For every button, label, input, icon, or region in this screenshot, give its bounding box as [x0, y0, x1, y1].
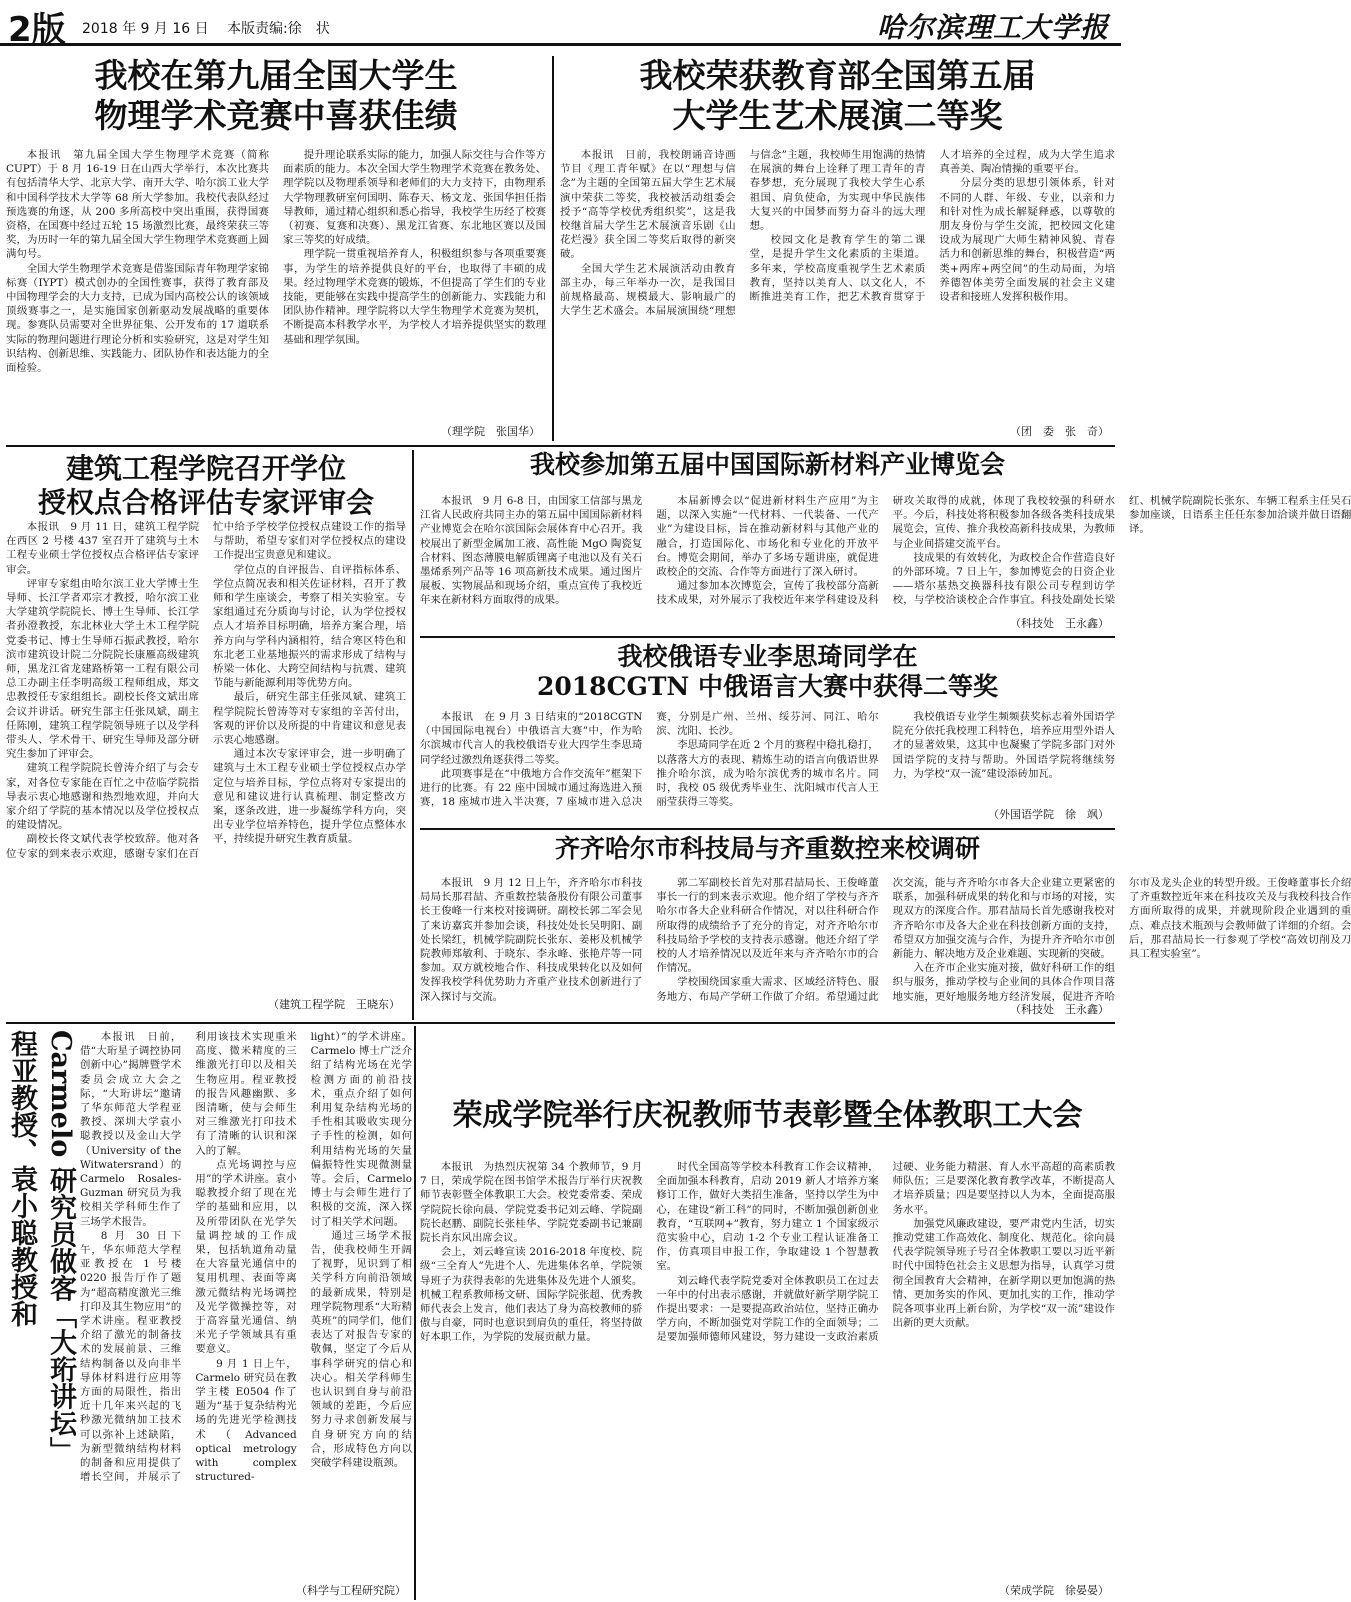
paragraph: 我校俄语专业学生频频获奖标志着外国语学院充分依托我校理工科特色，培养应用型外语人才的显著效果，这其中也凝聚了学院多部门对外国语学院的支持与帮助。外国语学院将继续努力，为学校“双一流”建设添砖加瓦。 — [892, 711, 1115, 780]
arts-title-line-2: 大学生艺术展演二等奖 — [672, 95, 1003, 135]
carmelo-title-line-1: Carmelo 研究员做客「大珩讲坛」 — [45, 1030, 76, 1464]
paragraph: 时代全国高等学校本科教育工作会议精神，全面加强本科教育，启动 2019 新人才培养方案修订工作，做好大类招生准备，坚持以学生为中心，在建设“新工科”的同时，不断加强创新创业教育，“互联网+”教育，努力建立 1 个国家级示范实验中心，启动 1-2 个专业工程认证准备工作，仿真项目申报工作，争取建设 1 个智慧教室。 — [656, 1161, 879, 1273]
arch-byline-box — [6, 998, 406, 1014]
paragraph: 技成果的有效转化，为政校企合作营造良好的外部环境。7 日上午，参加博览会的日资企业——塔尔基热交换器科技有限公司专程到访学校，与学校洽谈校企合作事宜。科技处副处长梁红、机械学院副院长张东、车辆工程系主任吴石参加座谈，日语系主任任东参加洽谈并做日语翻译。 — [892, 495, 1351, 607]
section-divider — [6, 1022, 1115, 1024]
paragraph: 本报讯 在 9 月 3 日结束的“2018CGTN（中国国际电视台）中俄语言大赛”中，作为哈尔滨城市代言人的我校俄语专业大四学生李思琦同学经过激烈角逐获得二等奖。 — [420, 711, 643, 766]
paragraph: 本报讯 9 月 11 日，建筑工程学院在西区 2 号楼 437 室召开了建筑与土木工程专业硕士学位授权点合格评估专家评审会。 — [6, 521, 199, 576]
paragraph: 加强党风廉政建设，要严肃党内生活，切实推动党建工作高效化、制度化、规范化。徐向晨代表学院领导班子号召全体教职工要以习近平新时代中国特色社会主义思想为指导，认真学习贯彻全国教育大会精神，在新学期以更加饱满的热情、更加务实的作风、更加扎实的工作，推动学院各项事业再上新台阶，为学校“双一流”建设作出新的更大贡献。 — [892, 1217, 1115, 1330]
arch-title-line-2: 授权点合格评估专家评审会 — [37, 485, 374, 519]
qiqihar-title: 齐齐哈尔市科技局与齐重数控来校调研 — [554, 834, 980, 863]
expo-byline: （科技处 王永鑫） — [1010, 617, 1109, 630]
page-number: 2版 — [8, 10, 66, 50]
paragraph: 评审专家组由哈尔滨工业大学博士生导师、长江学者邓宗才教授，哈尔滨工业大学建筑学院院长、博士生导师、长江学者孙澄教授，东北林业大学土木工程学院党委书记、博士生导师石振武教授，哈尔滨市建筑设计院二分院院长康雁高级建筑师，黑龙江省龙建路桥第一工程有限公司总工办副主任李明高级工程师组成，郑文忠教授任专家组组长。副校长佟文斌出席会议并讲话。研究生部主任张凤斌，副主任陈刚，建筑工程学院领导班子以及学科带头人、学术骨干、研究生导师及部分研究生参加了评审会。 — [6, 577, 199, 761]
physics-title-line-1: 我校在第九届全国大学生 — [94, 56, 458, 95]
qiqihar-byline: （科技处 王永鑫） — [1010, 1003, 1109, 1016]
carmelo-article — [80, 1030, 412, 1585]
rongcheng-article — [420, 1160, 1115, 1584]
rongcheng-title: 荣成学院举行庆祝教师节表彰暨全体教职工大会 — [452, 1098, 1083, 1133]
paragraph: 本报讯 9 月 6-8 日，由国家工信部与黑龙江省人民政府共同主办的第五届中国国际新材料产业博览会在哈尔滨国际会展体育中心召开。我校展出了新型金属加工液、高性能 MgO 陶瓷复合材料、图态薄膜电解质锂离子电池以及有关石墨烯系列产品等 16 项高新技术成果。通过图片展板、实物展品和现场介绍，重点宣传了我校近年来在新材料方面取得的成果。 — [420, 495, 643, 607]
paragraph: 副校长佟文斌代表学校致辞。他对各位专家的到来表示欢迎，感谢专家们在百忙中给予学校学位授权点建设工作的指导与帮助，希望专家们对学位授权点的建设工作提出宝贵意见和建议。 — [6, 521, 406, 860]
paragraph: 学校围绕国家重大需求、区域经济特色、服务地方、布局产学研工作做了介绍。希望通过此次交流，能与齐齐哈尔市各大企业建立更紧密的联系，加强科研成果的转化和与市场的对接，实现双方的深度合作。那君喆局长首先感谢我校对齐齐哈尔市及各大企业在科技创新方面的支持，希望双方加强交流与合作，为提升齐齐哈尔市创新能力、解决地方及企业难题、实现新的突破。 — [656, 877, 1115, 1003]
physics-byline: （理学院 张国华） — [441, 425, 540, 438]
expo-headline — [420, 450, 1115, 486]
paragraph: 校园文化是教育学生的第二课堂，是提升学生文化素质的主渠道。多年来，学校高度重视学生艺术素质教育，坚持以美育人、以文化人，不断推进美育工作，把艺术教育贯穿于人才培养的全过程，成为大学生追求真善美、陶冶情操的重要平台。 — [749, 149, 1115, 304]
arch-title-line-1: 建筑工程学院召开学位 — [65, 452, 346, 485]
paragraph: 通过三场学术报告，使我校师生开阔了视野，见识到了相关学科方向前沿领域的最新成果，特别是理学院物理系“大珩精英班”的同学们，他们表达了对报告专家的敬佩，坚定了今后从事科学研究的信心和决心。相关学科师生也认识到自身与前沿领域的差距，今后应努力寻求创新发展与自身研究方向的结合，形成特色方向以突破学科建设瓶颈。 — [310, 1229, 412, 1470]
physics-byline-box — [6, 425, 546, 441]
expo-byline-box — [420, 617, 1115, 633]
paragraph: 提升理论联系实际的能力，加强人际交往与合作等方面素质的能力。本次全国大学生物理学术竞赛在教务处、理学院以及物理系领导和老师们的大力支持下，由物理系大学物理教研室何国明、陈春天、杨文龙、张国华担任指导教师，通过精心组织和悉心指导，我校学生历经了校赛（初赛、复赛和决赛）、黑龙江省赛、东北地区赛以及国家三等奖的好成绩。 — [283, 149, 546, 247]
paragraph: 李思琦同学在近 2 个月的赛程中稳扎稳打，以落落大方的表现、精炼生动的语言向俄语世界推介哈尔滨，成为哈尔滨优秀的城市名片。同时，我校 05 级优秀毕业生、沈阳城市代言人王丽莹获得三等奖。 — [656, 739, 879, 809]
arch-byline: （建筑工程学院 王晓东） — [268, 998, 400, 1011]
paragraph: 本报讯 为热烈庆祝第 34 个教师节，9 月 7 日，荣成学院在图书馆学术报告厅举行庆祝教师节表彰暨全体教职工大会。校党委常委、荣成学院院长徐向晨、学院党委书记刘云峰、学院副院长赵鹏、副院长张桂华、学院党委副书记兼副院长肖东风出席会议。 — [420, 1161, 643, 1245]
physics-headline — [6, 56, 546, 136]
paragraph: 此项赛事是在“中俄地方合作交流年”框架下进行的比赛。有 22 座中国城市通过海选进入预赛，18 座城市进入半决赛，7 座城市进入总决赛，分别是广州、兰州、绥芬河、同江、哈尔滨、沈阳、长沙。 — [420, 711, 879, 809]
carmelo-headline — [6, 1030, 76, 1480]
issue-date: 2018 年 9 月 16 日 — [82, 21, 209, 37]
column-divider — [552, 56, 554, 441]
russian-byline-box — [420, 808, 1115, 824]
paragraph: 本报讯 第九届全国大学生物理学术竞赛（简称CUPT）于 8 月 16-19 日在山西大学举行，本次比赛共有包括清华大学、北京大学、南开大学、哈尔滨工业大学和中国科学技术大学等 68 所大学参加。我校代表队经过预选赛的角逐，从 200 多所高校中突出重围，获得国赛资格，在国赛中经过五轮 15 场激烈比赛，最终荣获三等奖，为历时一年的第九届全国大学生物理学术竞赛画上圆满句号。 — [6, 149, 269, 261]
expo-title: 我校参加第五届中国国际新材料产业博览会 — [529, 450, 1005, 479]
arts-byline-box — [560, 425, 1115, 441]
paragraph: 会上，刘云峰宣读 2016-2018 年度校、院级“三全育人”先进个人、先进集体名单，学院领导班子为获得表彰的先进集体及先进个人颁奖。机械工程系教师杨文研、国际学院张超、优秀教师代表会上发言，他们表达了身为高校教师的骄傲与自豪，同时也意识到肩负的重任，将坚持做好本职工作，为学院的发展贡献力量。 — [420, 1246, 643, 1344]
paragraph: 本报讯 日前，我校朗诵音诗画节目《理工青年赋》在以“理想与信念”为主题的全国第五届大学生艺术展演中荣获二等奖，我校被活动组委会授予“高等学校优秀组织奖”，这是我校继首届大学生艺术展演音乐剧《山花烂漫》获全国二等奖后取得的新突破。 — [560, 149, 736, 261]
paragraph: 分层分类的思想引领体系，针对不同的人群、年级、专业，以亲和力和针对性为成长解疑释惑，以尊敬的朋友身份与学生交流，把校园文化建设成为展现广大师生精神风貌、青春活力和创新思维的舞台，积极营造“两类+两库+两空间”的生动局面，为培养德智体美劳全面发展的社会主义建设者和接班人发挥积极作用。 — [939, 177, 1115, 304]
column-divider — [412, 450, 414, 1020]
physics-title-line-2: 物理学术竞赛中喜获佳绩 — [94, 95, 458, 135]
qiqihar-article — [420, 876, 1351, 1004]
russian-title-line-1: 我校俄语专业李思琦同学在 — [617, 642, 918, 671]
rongcheng-headline — [420, 1098, 1115, 1146]
paragraph: 建筑工程学院院长曾涛介绍了与会专家，对各位专家能在百忙之中莅临学院指导表示衷心地感谢和热烈地欢迎，并向大家介绍了学院的基本情况以及学位授权点的建设情况。 — [6, 762, 199, 832]
arts-headline — [560, 56, 1115, 136]
section-divider — [420, 636, 1115, 638]
column-divider — [414, 1026, 416, 1600]
page-editor: 本版责编:徐 状 — [227, 21, 330, 37]
physics-article — [6, 148, 546, 438]
arts-title-line-1: 我校荣获教育部全国第五届 — [639, 56, 1036, 95]
masthead: 哈尔滨理工大学报 — [876, 11, 1109, 44]
paragraph: 通过参加本次博览会，宣传了我校部分高新技术成果，对外展示了我校近年来学科建设及科研攻关取得的成就，体现了我校较强的科研水平。今后，科技处将积极参加各级各类科技成果展览会，宣传、推介我校高新科技成果，为教师与企业间搭建交流平台。 — [656, 495, 1115, 607]
paragraph: 刘云峰代表学院党委对全体教职员工在过去一年中的付出表示感谢，并就做好新学期学院工作提出要求：一是要提高政治站位，坚持正确办学方向，不断加强党对学院工作的全面领导；二是要加强师德师风建设，努力建设一支政治素质过硬、业务能力精湛、育人水平高超的高素质教师队伍；三是要深化教育教学改革，不断提高人才培养质量；四是要坚持以人为本，全面提高服务水平。 — [656, 1161, 1115, 1344]
paragraph: 9 月 1 日上午，Carmelo 研究员在教学主楼 E0504 作了题为“基于复杂结构光场的先进光学检测技术（Advanced optical metrology with complex structured-light）”的学术讲座。Carmelo 博士广泛介绍了结构光场在光学检测方面的前沿技术，重点介绍了如何利用复杂结构光场的手性相其吸收实现分子手性的检测，如何利用结构光场的矢量偏振特性实现微测量等。会后，Carmelo 博士与会师生进行了积极的交流，深入探讨了相关学术问题。 — [195, 1031, 412, 1484]
russian-title-line-2: 2018CGTN 中俄语言大赛中获得二等奖 — [537, 672, 998, 701]
expo-article — [420, 494, 1351, 618]
paragraph: 全国大学生艺术展演活动由教育部主办，每三年举办一次，是我国目前规格最高、规模最大、影响最广的大学生艺术盛会。本届展演围绕“理想与信念”主题，我校师生用饱满的热情在展演的舞台上诠释了理工青年的青春梦想，充分展现了我校大学生心系祖国、肩负使命，为实现中华民族伟大复兴的中国梦而努力奋斗的远大理想。 — [560, 149, 926, 318]
carmelo-byline-box — [6, 1584, 412, 1600]
russian-article — [420, 710, 1115, 810]
paragraph: 理学院一贯重视培养育人，积极组织参与各项重要赛事，为学生的培养提供良好的平台，也取得了丰硕的成果。经过物理学术竞赛的锻炼，不但提高了学生们的专业技能，更能够在实践中提高学生的创新能力、实践能力和团队协作精神。理学院将以大学生物理学术竞赛为契机，不断提高本科教学水平，为学校人才培养提供坚实的数理基础和理学氛围。 — [283, 248, 546, 346]
section-divider — [420, 828, 1115, 830]
arts-byline: （团 委 张 奇） — [1010, 425, 1109, 438]
paragraph: 点光场调控与应用”的学术讲座。袁小聪教授介绍了现在光学的基础和应用，以及所带团队在光学矢量调控域的工作成果，包括轨道角动量在大容量光通信中的复用机理、表面等离激元微结构光场调控及光学微操控等，对于高容量光通信、纳米光子学领域具有重要意义。 — [195, 1158, 297, 1356]
paragraph: 学位点的自评报告、自评指标体系、学位点简况表和相关佐证材料，召开了教师和学生座谈会，考察了相关实验室。专家组通过充分质询与讨论，认为学位授权点人才培养目标明确，培养方案合理，培养方向与学科内涵相符，结合寒区特色和东北老工业基地振兴的需求形成了结构与桥梁一体化、大跨空间结构与抗震、建筑节能与新能源利用等优势方向。 — [213, 563, 406, 690]
rongcheng-byline-box — [420, 1584, 1115, 1600]
rongcheng-byline: （荣成学院 徐晏晏） — [999, 1584, 1109, 1597]
qiqihar-byline-box — [420, 1003, 1115, 1019]
paragraph: 入在齐市企业实施对接，做好科研工作的组织与服务，推动学校与企业间的具体合作项目落地实施，更好地服务地方经济发展，促进齐齐哈尔市及龙头企业的转型升级。王俊峰董事长介绍了齐重数控近年来在科技攻关及与我校科技合作方面所取得的成果，并就现阶段企业遇到的重点、难点技术瓶颈与会教师做了详细的介绍。会后，那君喆局长一行参观了学校“高效切削及刀具工程实验室”。 — [892, 877, 1351, 1003]
paragraph: 本报讯 9 月 12 日上午，齐齐哈尔市科技局局长那君喆、齐重数控装备股份有限公司董事长王俊峰一行来校对接调研。副校长郭二军会见了来访嘉宾并参加会谈，科技处处长吴明阳、副处长梁红，机械学院副院长张东、姜彬及机械学院教师郑敏利、于晓东、李永峰、张艳芹等一同参加。双方就校地合作、科技成果转化以及如何发挥我校学科优势助力齐重产业技术创新进行了深入探讨与交流。 — [420, 877, 643, 1003]
page-header — [0, 0, 1121, 50]
carmelo-title-line-2: 程亚教授、袁小聪教授和 — [6, 1030, 38, 1327]
paragraph: 本报讯 日前，借“大珩星子调控协同创新中心”揭牌暨学术委员会成立大会之际，“大珩讲坛”邀请了华东师范大学程亚教授、深圳大学袁小聪教授以及金山大学（University of the Witwatersrand）的 Carmelo Rosales-Guzman 研究员为我校相关学科师生作了三场学术报告。 — [80, 1031, 182, 1228]
header-info — [82, 18, 344, 38]
paragraph: 最后，研究生部主任张凤斌、建筑工程学院院长曾涛等对专家组的辛苦付出，客观的评价以及所提的中肯建议和意见表示衷心地感谢。 — [213, 691, 406, 747]
russian-headline — [420, 642, 1115, 706]
arts-article — [560, 148, 1115, 426]
carmelo-byline: （科学与工程研究院） — [296, 1584, 406, 1597]
paragraph: 全国大学生物理学术竞赛是借鉴国际青年物理学家锦标赛（IYPT）模式创办的全国性赛事，获得了教育部及中国物理学会的大力支持，已成为国内高校公认的该领域顶级赛事之一，是实施国家创新驱动发展战略的重要体现。参赛队员需要对全世界征集、公开发布的 17 道联系实际的物理问题进行理论分析和实验研究，这是对学生知识结构、创新思维、实践能力、团队协作和表达能力的全面检验。 — [6, 262, 269, 375]
paragraph: 郭二军副校长首先对那君喆局长、王俊峰董事长一行的到来表示欢迎。他介绍了学校与齐齐哈尔市各大企业科研合作情况，对以往科研合作所取得的成绩给予了充分的肯定，对齐齐哈尔市科技局给予学校的支持表示感谢。他还介绍了学校的人才培养情况以及近年来与齐齐哈尔市的合作情况。 — [656, 877, 879, 975]
qiqihar-headline — [420, 834, 1115, 870]
section-divider — [6, 445, 1115, 447]
paragraph: 本届新博会以“促进新材料生产应用”为主题，以深入实施“一代材料、一代装备、一代产业”为建设目标，旨在推动新材料与其他产业的融合，打造国际化、市场化和专业化的开放平台。博览会期间，举办了多场专题讲座，就促进政校企的交流、合作等方面进行了深入研讨。 — [656, 495, 879, 579]
paragraph: 通过本次专家评审会，进一步明确了建筑与土木工程专业硕士学位授权点办学定位与培养目标，学位点将对专家提出的意见和建议进行认真梳理、制定整改方案，逐条改进，进一步凝练学科方向，突出专业学位培养特色，提升学位点整体水平，持续提升研究生教育质量。 — [213, 748, 406, 846]
paragraph: 8 月 30 日下午，华东师范大学程亚教授在 1 号楼 0220 报告厅作了题为“超高精度激光三维打印及其生物应用”的学术讲座。程亚教授介绍了激光的制备技术的发展前景、三维结构制备以及向非半导体材料进行应用等方面的局限性，指出近十几年来兴起的飞秒激光微纳加工技术可以弥补上述缺陷，为新型微纳结构材料的制备和应用提供了增长空间，并展示了利用该技术实现重米高度、微米精度的三维激光打印以及相关生物应用。程亚教授的报告风趣幽默、多图清晰，使与会师生对三维激光打印技术有了清晰的认识和深入的了解。 — [80, 1031, 297, 1484]
russian-byline: （外国语学院 徐 飒） — [988, 808, 1109, 821]
arch-article — [6, 520, 406, 998]
arch-headline — [6, 452, 406, 519]
